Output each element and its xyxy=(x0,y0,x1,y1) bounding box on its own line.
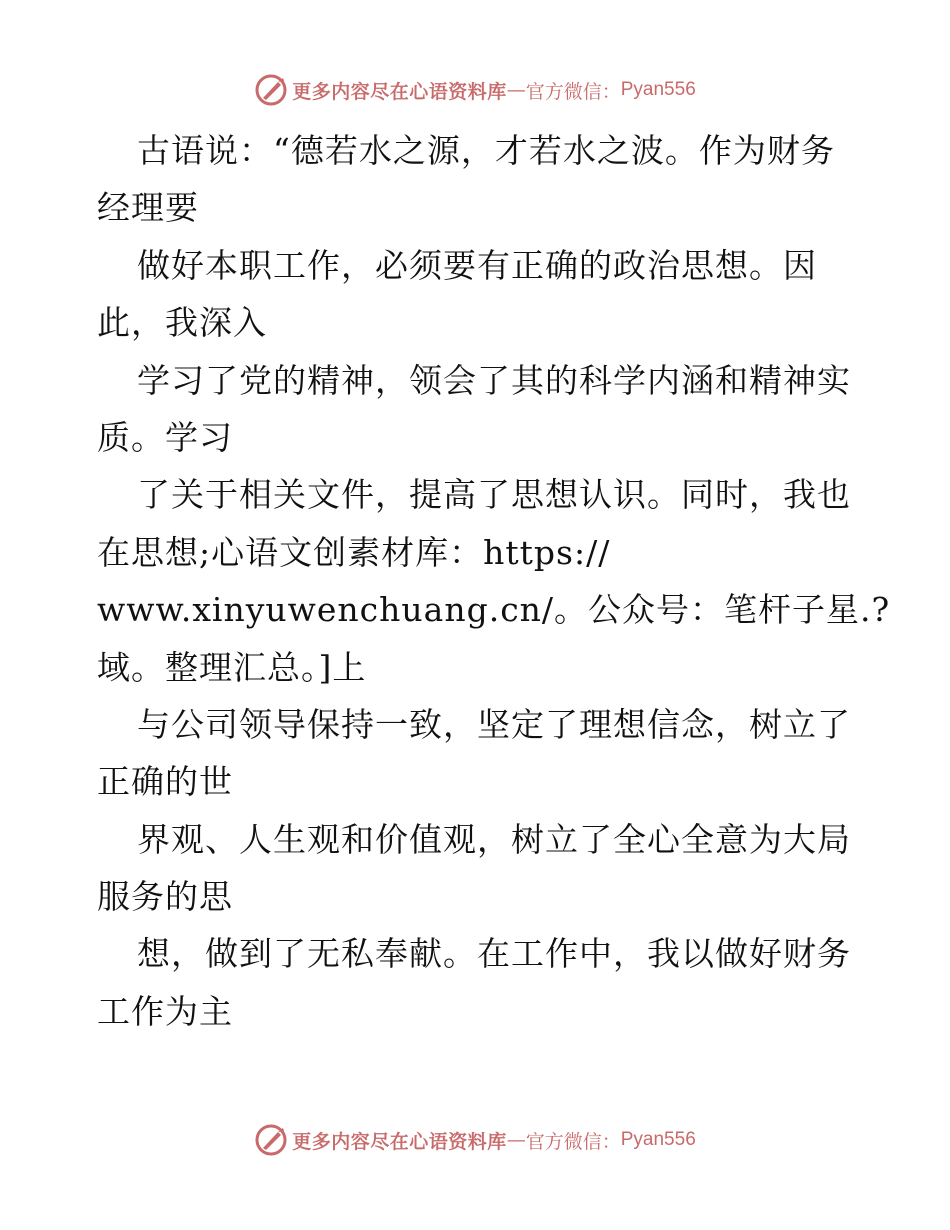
text-line: 质。学习 xyxy=(97,417,233,457)
quill-logo-icon xyxy=(254,73,288,107)
wechat-id: Pyan556 xyxy=(620,1129,696,1150)
banner-title: 更多内容尽在心语资料库 xyxy=(292,80,507,103)
footer-banner xyxy=(0,1120,950,1160)
document-body xyxy=(97,122,891,1040)
wechat-label: 官方微信： xyxy=(525,80,621,103)
header-banner xyxy=(0,70,950,110)
text-line: 服务的思 xyxy=(97,877,233,917)
text-line: 学习了党的精神，领会了其的科学内涵和精神实 xyxy=(137,360,851,400)
banner-separator: — xyxy=(506,79,526,101)
text-line: 此，我深入 xyxy=(97,303,267,343)
text-line: 界观、人生观和价值观，树立了全心全意为大局 xyxy=(137,819,851,859)
text-line: 经理要 xyxy=(97,188,199,228)
banner-separator: — xyxy=(506,1129,526,1151)
text-line: 与公司领导保持一致，坚定了理想信念，树立了 xyxy=(137,704,851,744)
wechat-id: Pyan556 xyxy=(620,79,696,100)
text-line: 古语说：“德若水之源，才若水之波。作为财务 xyxy=(137,131,835,170)
banner-title: 更多内容尽在心语资料库 xyxy=(292,1130,507,1153)
text-line: 正确的世 xyxy=(97,762,233,802)
text-line: 想，做到了无私奉献。在工作中，我以做好财务 xyxy=(137,934,851,974)
wechat-label: 官方微信： xyxy=(525,1130,621,1153)
text-line: www.xinyuwenchuang.cn/。公众号：笔杆子星.? xyxy=(97,590,891,630)
quill-logo-icon xyxy=(254,1123,288,1157)
text-line: 做好本职工作，必须要有正确的政治思想。因 xyxy=(137,245,817,285)
text-line: 域。整理汇总。]上 xyxy=(97,647,367,687)
text-line: 了关于相关文件，提高了思想认识。同时，我也 xyxy=(137,475,851,515)
text-line: 工作为主 xyxy=(97,991,233,1031)
text-line: 在思想;心语文创素材库：https:// xyxy=(97,532,611,572)
